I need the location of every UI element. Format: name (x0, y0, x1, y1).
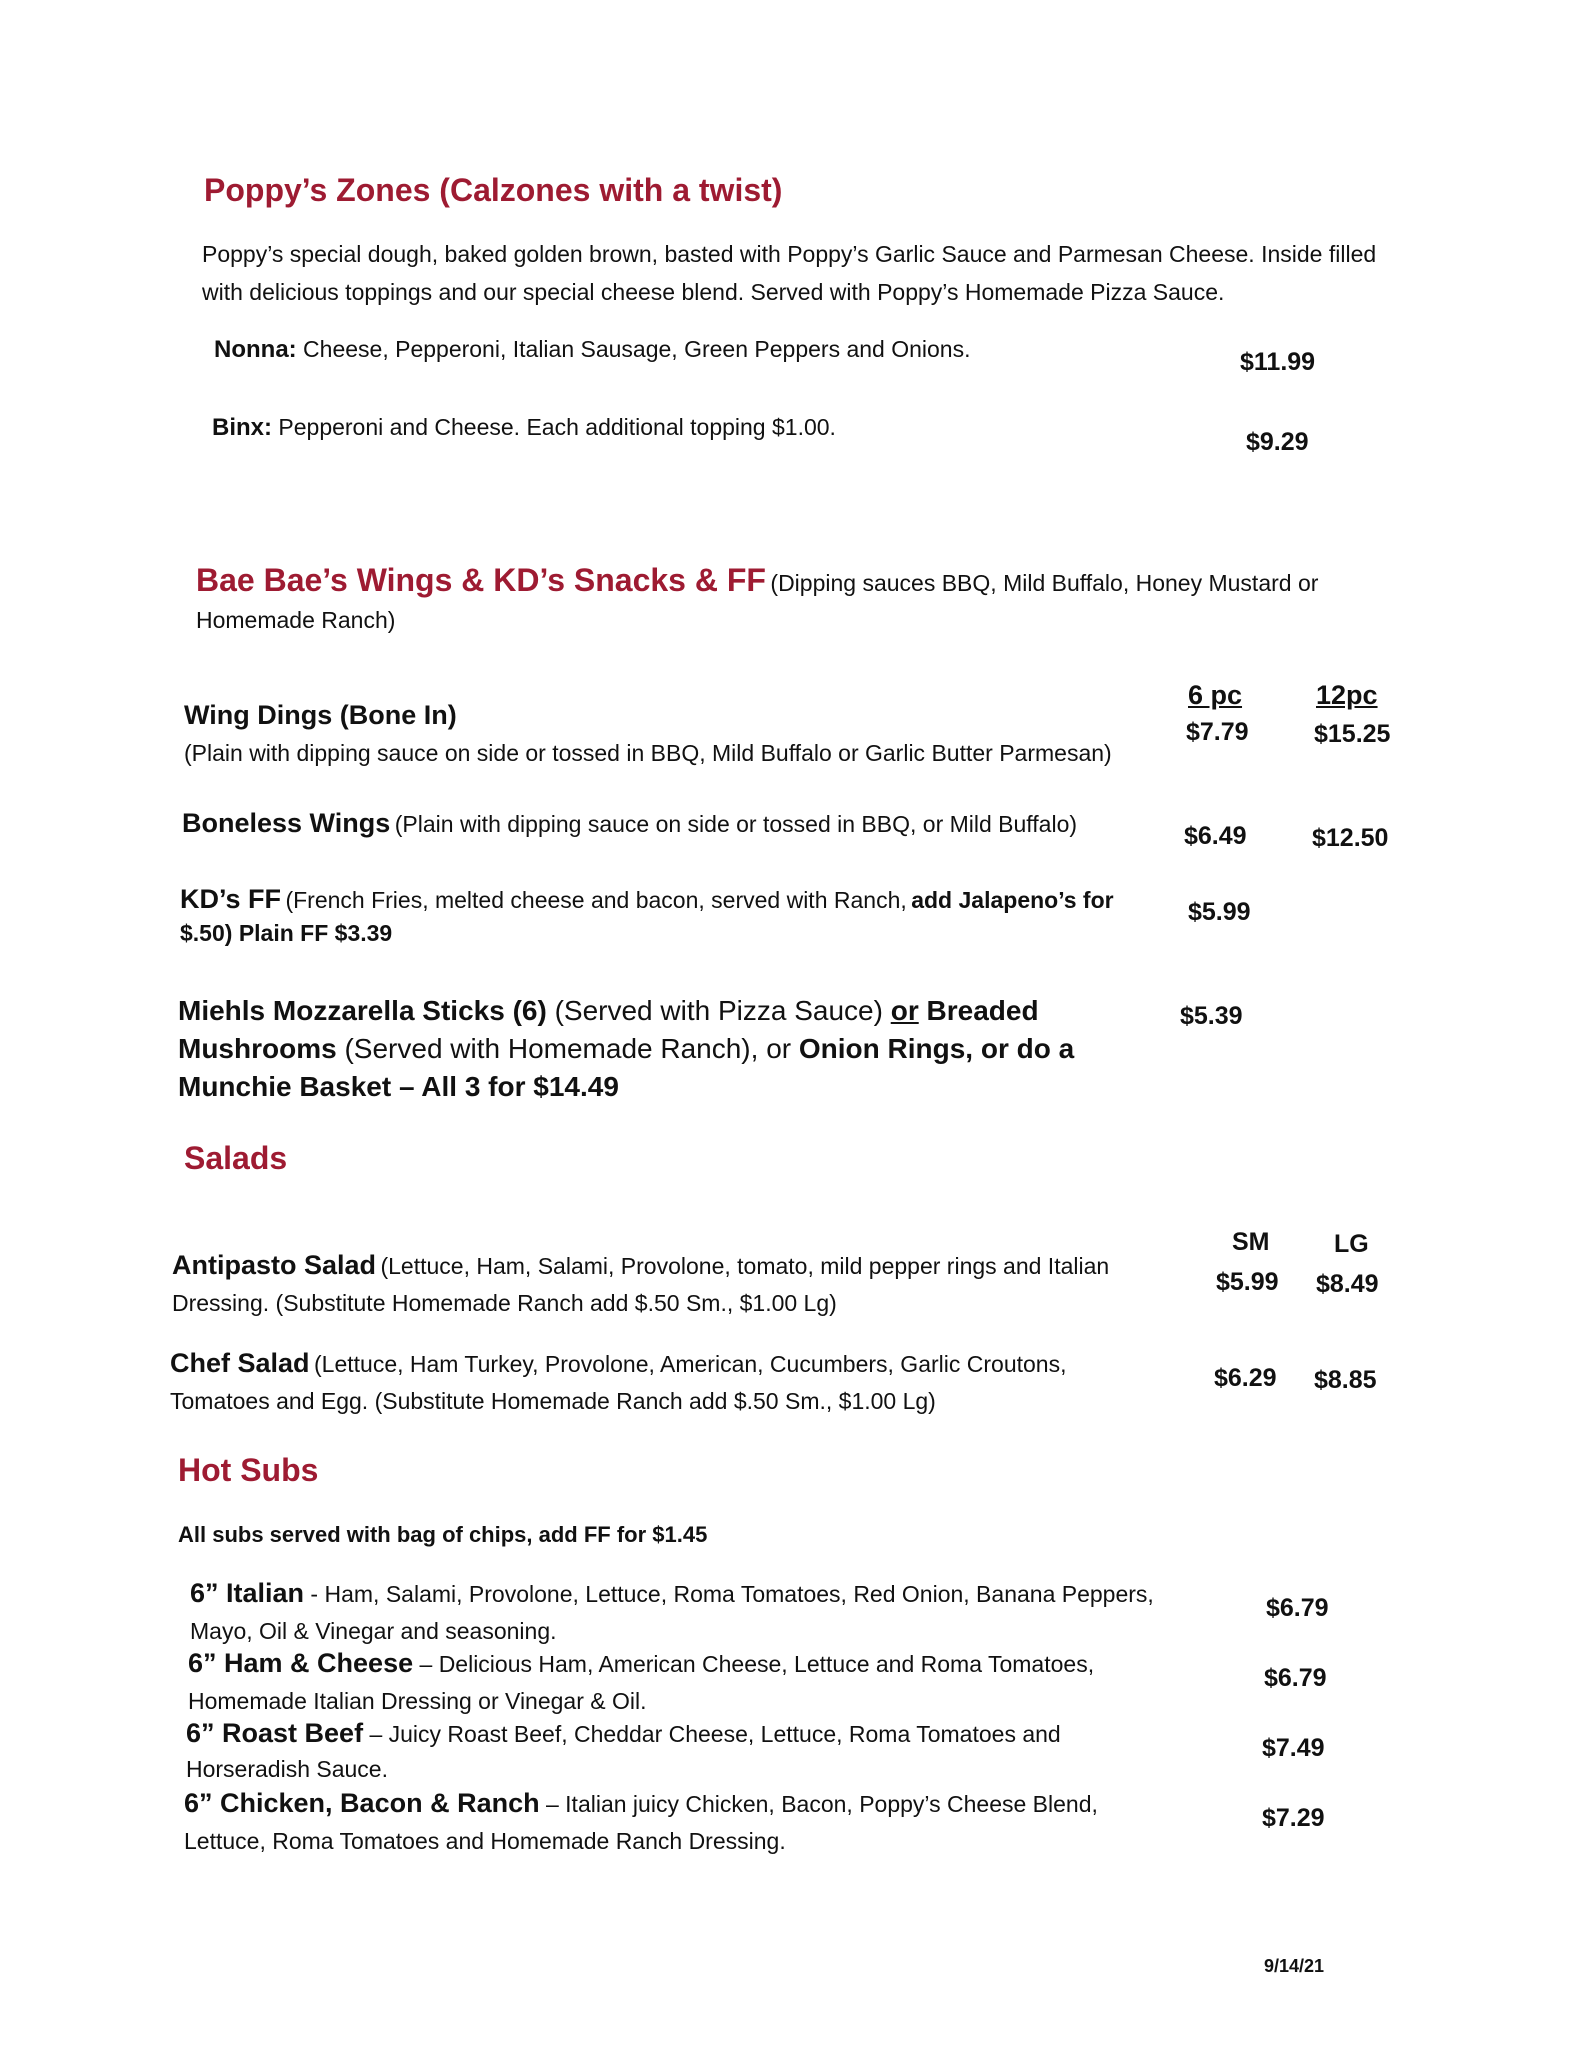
section-header-wings (196, 562, 1318, 599)
item-name-breaded: Breaded (926, 995, 1039, 1026)
sub-italian-line2: Mayo, Oil & Vinegar and seasoning. (190, 1618, 557, 1644)
price-sub-ham-cheese: $6.79 (1264, 1664, 1327, 1692)
item-name: Boneless Wings (182, 808, 391, 838)
separator: - (304, 1581, 325, 1607)
price-mozzarella: $5.39 (1180, 1002, 1243, 1030)
item-description: (Lettuce, Ham Turkey, Provolone, American, Cucumbers, Garlic Croutons, (314, 1351, 1067, 1377)
menu-item-nonna (214, 336, 971, 364)
price-sub-chicken-bacon-ranch: $7.29 (1262, 1804, 1325, 1832)
column-header-sm: SM (1232, 1228, 1270, 1256)
menu-item-boneless-wings (182, 808, 1077, 839)
calzones-description-line2: with delicious toppings and our special cheese blend. Served with Poppy’s Homemade Pizza Sauce. (202, 279, 1225, 305)
section-title-hot-subs: Hot Subs (178, 1452, 319, 1488)
kds-ff-line2: $.50) Plain FF $3.39 (180, 920, 393, 946)
menu-item-antipasto-salad (172, 1250, 1109, 1281)
menu-item-sub-italian (190, 1578, 1154, 1609)
or-word: or (890, 995, 919, 1026)
price-wing-dings-6pc: $7.79 (1186, 718, 1249, 746)
item-name: Nonna: (214, 336, 297, 363)
price-sub-roast-beef: $7.49 (1262, 1734, 1325, 1762)
menu-item-sub-roast-beef (186, 1718, 1061, 1749)
item-name: 6” Roast Beef (186, 1718, 364, 1748)
price-kds-ff: $5.99 (1188, 898, 1251, 926)
sub-ham-cheese-line2: Homemade Italian Dressing or Vinegar & Oil. (188, 1688, 647, 1714)
item-name: Antipasto Salad (172, 1250, 377, 1280)
item-name: 6” Italian (190, 1578, 305, 1608)
item-description: Cheese, Pepperoni, Italian Sausage, Green Peppers and Onions. (303, 336, 971, 362)
section-title-salads: Salads (184, 1140, 288, 1176)
item-description: Delicious Ham, American Cheese, Lettuce and Roma Tomatoes, (438, 1651, 1095, 1677)
price-boneless-6pc: $6.49 (1184, 822, 1247, 850)
item-description: Ham, Salami, Provolone, Lettuce, Roma Tomatoes, Red Onion, Banana Peppers, (324, 1581, 1154, 1607)
item-description: (Lettuce, Ham, Salami, Provolone, tomato, mild pepper rings and Italian (380, 1253, 1110, 1279)
section-title-calzones: Poppy’s Zones (Calzones with a twist) (204, 172, 783, 208)
menu-item-mozzarella-line2 (178, 1030, 1074, 1068)
dipping-sauces-note-line2: Homemade Ranch) (196, 607, 396, 633)
item-name: Miehls Mozzarella Sticks (6) (178, 995, 547, 1026)
item-description: (Plain with dipping sauce on side or tossed in BBQ, or Mild Buffalo) (394, 811, 1078, 837)
item-description: (French Fries, melted cheese and bacon, served with Ranch, (285, 887, 907, 913)
separator: – (539, 1791, 566, 1817)
column-header-12pc: 12pc (1316, 680, 1378, 710)
price-antipasto-lg: $8.49 (1316, 1270, 1379, 1298)
price-antipasto-sm: $5.99 (1216, 1268, 1279, 1296)
menu-item-kds-ff (180, 884, 1114, 915)
menu-item-sub-ham-cheese (188, 1648, 1094, 1679)
sub-chicken-bacon-ranch-line2: Lettuce, Roma Tomatoes and Homemade Ranch Dressing. (184, 1828, 786, 1854)
price-nonna: $11.99 (1240, 348, 1316, 376)
menu-item-chef-salad (170, 1348, 1066, 1379)
price-chef-sm: $6.29 (1214, 1364, 1277, 1392)
price-sub-italian: $6.79 (1266, 1594, 1329, 1622)
item-description-wing-dings: (Plain with dipping sauce on side or tossed in BBQ, Mild Buffalo or Garlic Butter Parmesan) (184, 740, 1112, 766)
item-description: (Served with Pizza Sauce) (554, 995, 883, 1026)
menu-item-binx (212, 414, 836, 442)
item-description: (Served with Homemade Ranch), or (344, 1033, 792, 1064)
separator: – (363, 1721, 389, 1747)
menu-date: 9/14/21 (1264, 1956, 1325, 1976)
item-description: Juicy Roast Beef, Cheddar Cheese, Lettuce, Roma Tomatoes and (388, 1721, 1061, 1747)
menu-item-sub-chicken-bacon-ranch (184, 1788, 1098, 1819)
chef-substitute-note: Tomatoes and Egg. (Substitute Homemade Ranch add $.50 Sm., $1.00 Lg) (170, 1388, 936, 1414)
item-name: KD’s FF (180, 884, 281, 914)
sub-roast-beef-line2: Horseradish Sauce. (186, 1756, 388, 1782)
item-name-onion-rings: Onion Rings, or do a (798, 1033, 1075, 1064)
column-header-lg: LG (1334, 1230, 1369, 1258)
price-boneless-12pc: $12.50 (1312, 824, 1389, 852)
item-name-wing-dings: Wing Dings (Bone In) (184, 700, 457, 730)
item-name: Binx: (212, 414, 272, 441)
calzones-description-line1: Poppy’s special dough, baked golden brown, basted with Poppy’s Garlic Sauce and Parmesan Cheese. Inside filled (202, 241, 1377, 267)
price-wing-dings-12pc: $15.25 (1314, 720, 1391, 748)
separator: – (413, 1651, 439, 1677)
column-header-6pc: 6 pc (1188, 680, 1243, 710)
item-description: Italian juicy Chicken, Bacon, Poppy’s Cheese Blend, (565, 1791, 1098, 1817)
dipping-sauces-note: (Dipping sauces BBQ, Mild Buffalo, Honey Mustard or (770, 570, 1319, 596)
item-name: Chef Salad (170, 1348, 310, 1378)
jalapeno-addon: add Jalapeno’s for (911, 887, 1114, 913)
item-name-mushrooms: Mushrooms (178, 1033, 337, 1064)
hot-subs-note: All subs served with bag of chips, add FF for $1.45 (178, 1522, 708, 1547)
antipasto-substitute-note: Dressing. (Substitute Homemade Ranch add $.50 Sm., $1.00 Lg) (172, 1290, 837, 1316)
item-description: Pepperoni and Cheese. Each additional topping $1.00. (278, 414, 836, 440)
price-chef-lg: $8.85 (1314, 1366, 1377, 1394)
section-title-wings: Bae Bae’s Wings & KD’s Snacks & FF (196, 562, 766, 598)
menu-item-mozzarella-line1 (178, 992, 1039, 1030)
price-binx: $9.29 (1246, 428, 1309, 456)
item-name: 6” Ham & Cheese (188, 1648, 414, 1678)
item-name: 6” Chicken, Bacon & Ranch (184, 1788, 540, 1818)
menu-item-munchie-basket: Munchie Basket – All 3 for $14.49 (178, 1071, 619, 1102)
